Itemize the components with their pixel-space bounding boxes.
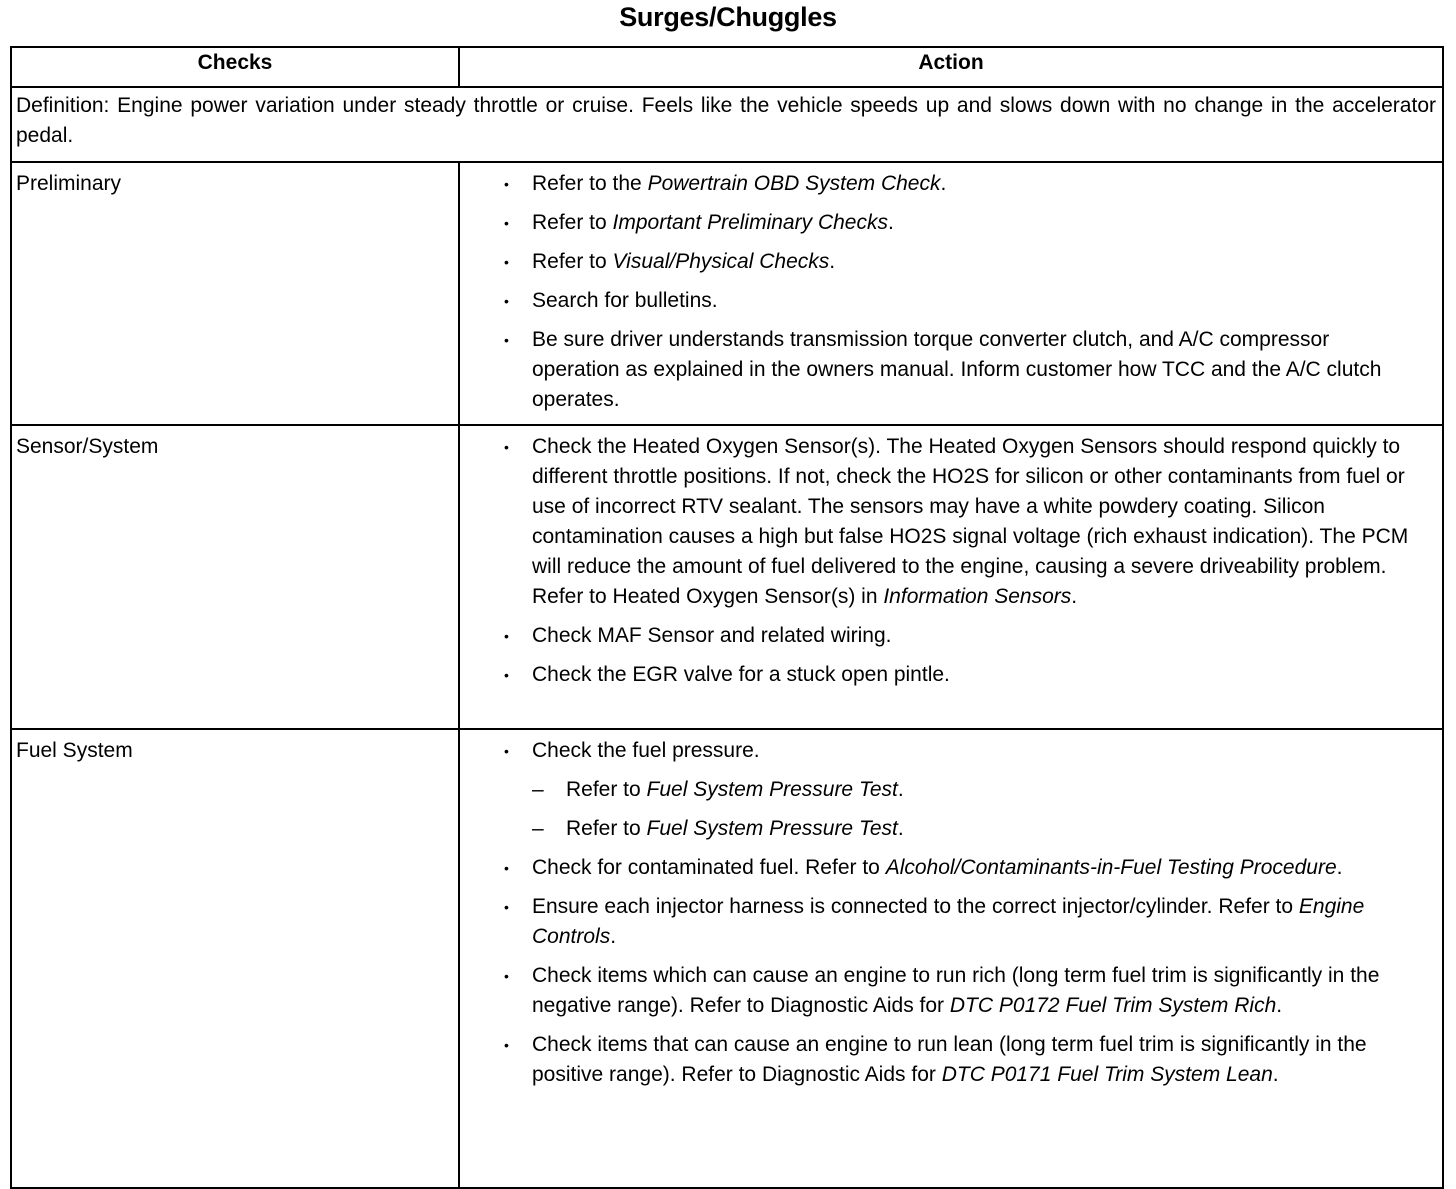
bullet-icon: • — [504, 176, 509, 192]
action-text: Be sure driver understands transmission torque converter clutch, and A/C compressor operation as explained in the owners manual. Inform customer how TCC and the A/C clutch operates. — [532, 328, 1382, 411]
bullet-icon: • — [504, 293, 509, 309]
reference-link[interactable]: Powertrain OBD System Check — [647, 172, 941, 195]
column-header-checks: Checks — [11, 47, 459, 87]
action-item — [504, 432, 1420, 612]
action-text-tail: . — [829, 250, 836, 273]
action-text: Search for bulletins. — [532, 289, 718, 312]
action-text-tail: . — [1071, 585, 1078, 608]
action-item — [504, 1030, 1420, 1090]
action-list — [460, 163, 1442, 415]
reference-link[interactable]: DTC P0172 Fuel Trim System Rich — [949, 994, 1277, 1017]
bullet-icon: • — [504, 743, 509, 759]
action-text-tail: . — [610, 925, 617, 948]
action-text: Check the EGR valve for a stuck open pintle. — [532, 663, 950, 686]
action-text-tail: . — [940, 172, 947, 195]
sub-action-list — [532, 775, 1420, 844]
header-row — [11, 47, 1443, 87]
table-row — [11, 729, 1443, 1188]
action-item — [504, 736, 1420, 844]
sub-action-item — [532, 775, 1420, 805]
table-row — [11, 162, 1443, 425]
action-text-tail: . — [887, 211, 894, 234]
action-list — [460, 730, 1442, 1090]
bullet-icon: • — [504, 860, 509, 876]
action-text: Check items that can cause an engine to run lean (long term fuel trim is significantly in the positive range). Refer to Diagnostic Aids for — [532, 1033, 1367, 1086]
table-row — [11, 425, 1443, 729]
action-item — [504, 325, 1420, 415]
bullet-icon: • — [504, 968, 509, 984]
action-text-tail: . — [897, 817, 904, 840]
action-text: Refer to — [566, 778, 647, 801]
action-item — [504, 621, 1420, 651]
surges-chuggles-table — [10, 46, 1444, 1189]
bullet-icon: • — [504, 628, 509, 644]
dash-icon: – — [532, 778, 544, 801]
bullet-icon: • — [504, 667, 509, 683]
check-label: Sensor/System — [11, 425, 459, 729]
action-item — [504, 247, 1420, 277]
definition-row — [11, 87, 1443, 162]
check-label: Preliminary — [11, 162, 459, 425]
action-item — [504, 286, 1420, 316]
reference-link[interactable]: Important Preliminary Checks — [612, 211, 888, 234]
action-text: Ensure each injector harness is connected to the correct injector/cylinder. Refer to — [532, 895, 1299, 918]
action-item — [504, 892, 1420, 952]
action-text-tail: . — [1272, 1063, 1279, 1086]
check-label: Fuel System — [11, 729, 459, 1188]
action-cell — [459, 425, 1443, 729]
action-text: Check items which can cause an engine to run rich (long term fuel trim is significantly in the negative range). Refer to Diagnostic Aids for — [532, 964, 1380, 1017]
action-cell — [459, 729, 1443, 1188]
action-text: Check the fuel pressure. — [532, 739, 760, 762]
action-text: Refer to the — [532, 172, 648, 195]
bullet-icon: • — [504, 1037, 509, 1053]
action-list — [460, 426, 1442, 690]
bullet-icon: • — [504, 332, 509, 348]
bullet-icon: • — [504, 439, 509, 455]
bullet-icon: • — [504, 899, 509, 915]
action-item — [504, 208, 1420, 238]
action-text: Check for contaminated fuel. Refer to — [532, 856, 886, 879]
action-item — [504, 169, 1420, 199]
reference-link[interactable]: Engine Controls — [532, 895, 1365, 948]
action-text: Check the Heated Oxygen Sensor(s). The Heated Oxygen Sensors should respond quickly to different throttle positions. If not, check the HO2S for silicon or other contaminants from fuel or use of incorrect RTV sealant. The sensors may have a white powdery coating. Silicon contamination causes a high but false HO2S signal voltage (rich exhaust indication). The PCM will reduce the amount of fuel delivered to the engine, causing a severe driveability problem. Refer to Heated Oxygen Sensor(s) in — [532, 435, 1409, 608]
bullet-icon: • — [504, 254, 509, 270]
action-text-tail: . — [897, 778, 904, 801]
dash-icon: – — [532, 817, 544, 840]
definition-text: Definition: Engine power variation under steady throttle or cruise. Feels like the vehicle speeds up and slows down with no change in the accelerator pedal. — [11, 87, 1443, 162]
column-header-action: Action — [459, 47, 1443, 87]
reference-link[interactable]: DTC P0171 Fuel Trim System Lean — [941, 1063, 1273, 1086]
action-text: Refer to — [566, 817, 647, 840]
action-text-tail: . — [1336, 856, 1343, 879]
reference-link[interactable]: Visual/Physical Checks — [612, 250, 830, 273]
action-text: Refer to — [532, 211, 613, 234]
reference-link[interactable]: Fuel System Pressure Test — [646, 817, 898, 840]
sub-action-item — [532, 814, 1420, 844]
action-cell — [459, 162, 1443, 425]
page-title: Surges/Chuggles — [619, 2, 837, 32]
bullet-icon: • — [504, 215, 509, 231]
reference-link[interactable]: Fuel System Pressure Test — [646, 778, 898, 801]
reference-link[interactable]: Alcohol/Contaminants-in-Fuel Testing Procedure — [885, 856, 1337, 879]
action-text: Refer to — [532, 250, 613, 273]
action-item — [504, 853, 1420, 883]
action-item — [504, 961, 1420, 1021]
action-text-tail: . — [1276, 994, 1283, 1017]
reference-link[interactable]: Information Sensors — [883, 585, 1072, 608]
action-text: Check MAF Sensor and related wiring. — [532, 624, 892, 647]
action-item — [504, 660, 1420, 690]
